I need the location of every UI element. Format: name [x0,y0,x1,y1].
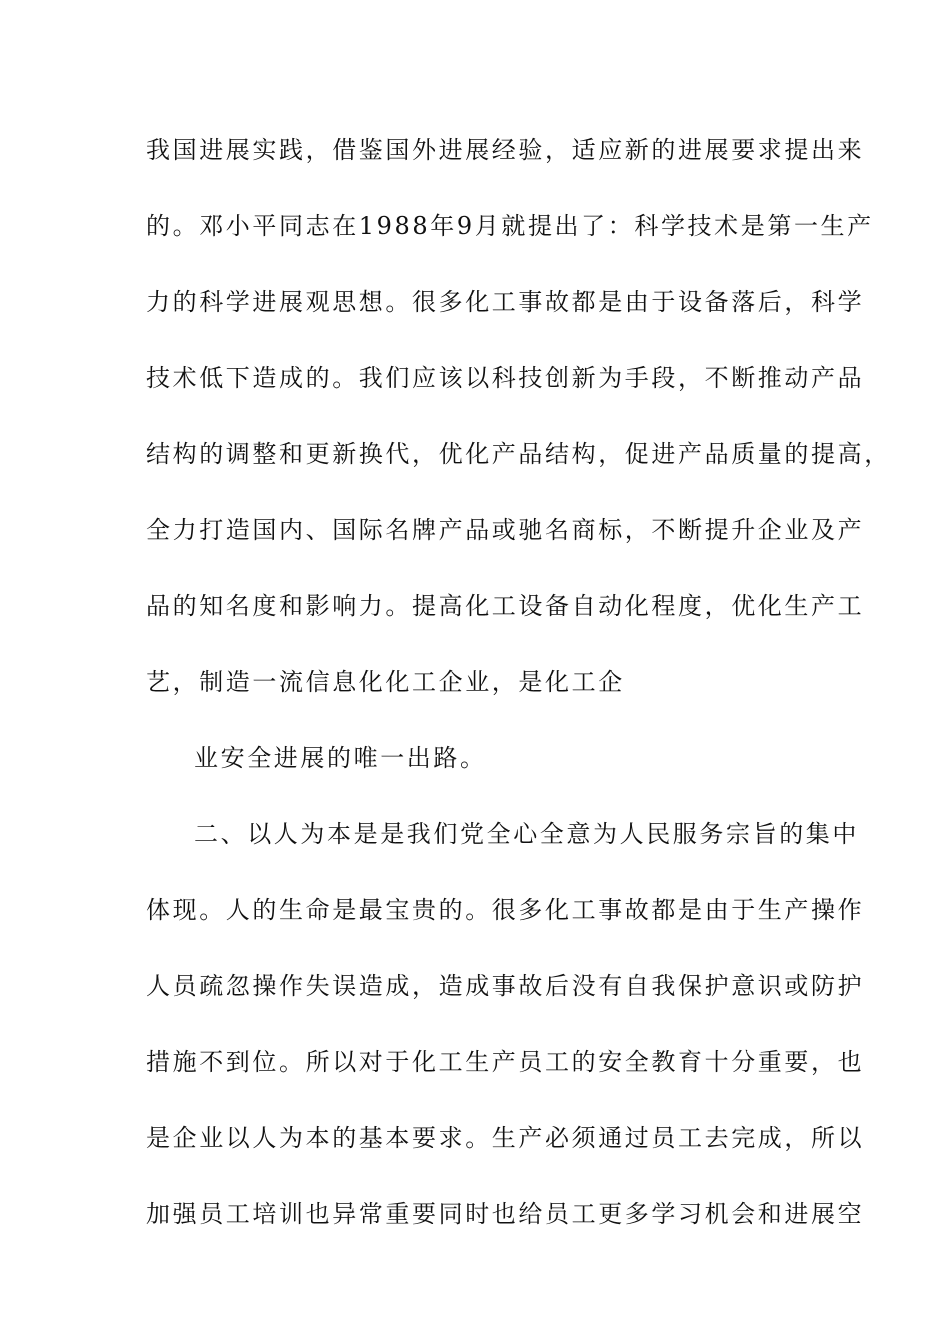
text-line: 力的科学进展观思想。很多化工事故都是由于设备落后，科学 [146,288,865,316]
text-line: 结构的调整和更新换代，优化产品结构，促进产品质量的提高， [146,440,891,468]
text-line: 体现。人的生命是最宝贵的。很多化工事故都是由于生产操作 [146,896,865,924]
text-line: 加强员工培训也异常重要同时也给员工更多学习机会和进展空 [146,1200,865,1228]
text-line: 人员疏忽操作失误造成，造成事故后没有自我保护意识或防护 [146,972,865,1000]
text-line: 的。邓小平同志在1988年9月就提出了：科学技术是第一生产 [146,212,874,240]
text-line: 全力打造国内、国际名牌产品或驰名商标，不断提升企业及产 [146,516,865,544]
paragraph-heading-line: 二、以人为本是是我们党全心全意为人民服务宗旨的集中 [194,820,859,848]
text-line: 措施不到位。所以对于化工生产员工的安全教育十分重要，也 [146,1048,865,1076]
text-line: 我国进展实践，借鉴国外进展经验，适应新的进展要求提出来 [146,136,865,164]
text-line: 是企业以人为本的基本要求。生产必须通过员工去完成，所以 [146,1124,865,1152]
text-line: 艺，制造一流信息化化工企业，是化工企 [146,668,625,696]
text-line: 业安全进展的唯一出路。 [194,744,487,772]
text-line: 品的知名度和影响力。提高化工设备自动化程度，优化生产工 [146,592,865,620]
text-line: 技术低下造成的。我们应该以科技创新为手段，不断推动产品 [146,364,865,392]
